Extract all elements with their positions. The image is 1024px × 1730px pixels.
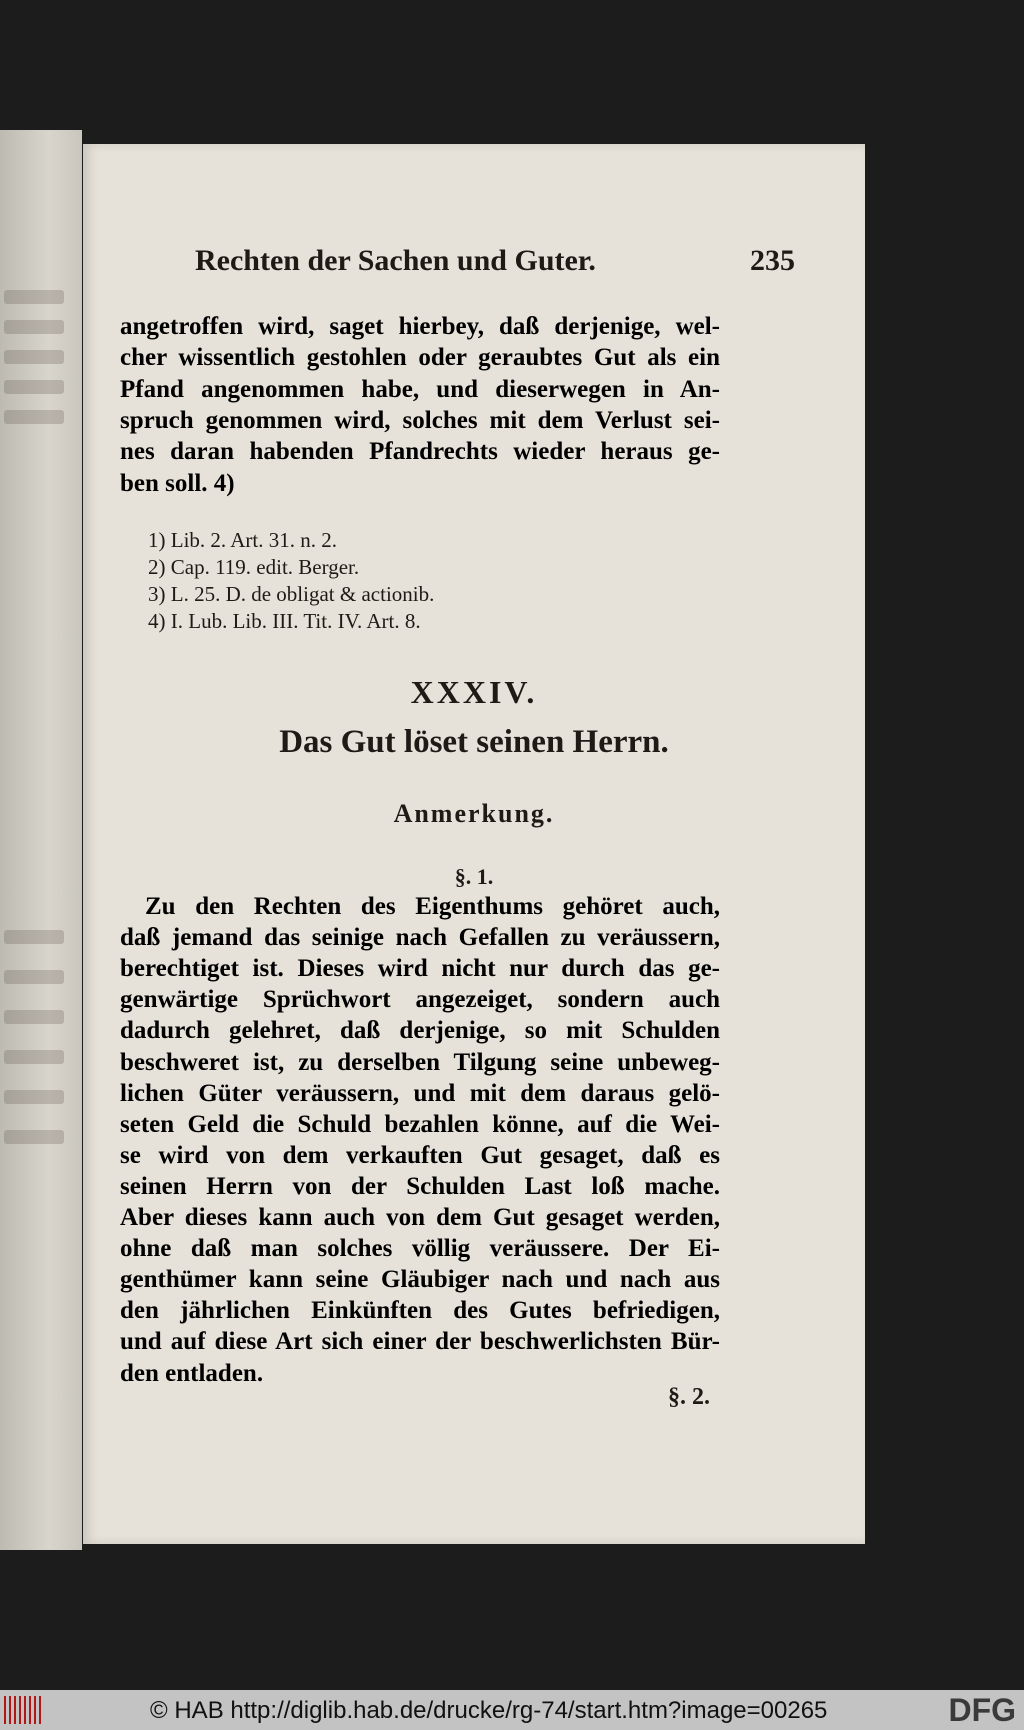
bleed-through-text xyxy=(4,320,64,334)
text-line: cher wissentlich gestohlen oder geraubtes Gut als ein xyxy=(120,344,720,372)
text-line: dadurch gelehret, daß derjenige, so mit Schulden xyxy=(120,1017,720,1045)
book-page xyxy=(83,144,865,1544)
text-line: und auf diese Art sich einer der beschwerlichsten Bür- xyxy=(120,1328,720,1356)
bleed-through-text xyxy=(4,1090,64,1104)
footnote: 1) Lib. 2. Art. 31. n. 2. xyxy=(148,528,337,552)
text-line: lichen Güter veräussern, und mit dem daraus gelö- xyxy=(120,1079,720,1107)
page-number: 235 xyxy=(750,244,795,277)
bleed-through-text xyxy=(4,1010,64,1024)
text-line: nes daran habenden Pfandrechts wieder heraus ge- xyxy=(120,438,720,466)
bleed-through-text xyxy=(4,930,64,944)
subheading: Anmerkung. xyxy=(393,799,555,828)
dfg-logo: DFG xyxy=(948,1692,1016,1728)
text-line: angetroffen wird, saget hierbey, daß derjenige, wel- xyxy=(120,313,720,340)
text-line: berechtiget ist. Dieses wird nicht nur durch das ge- xyxy=(120,955,720,983)
bleed-through-text xyxy=(4,380,64,394)
bleed-through-text xyxy=(4,1130,64,1144)
text-line: Pfand angenommen habe, und dieserwegen in An- xyxy=(120,375,720,403)
text-line: ben soll. 4) xyxy=(120,469,235,497)
text-line: ohne daß man solches völlig veräussere. Der Ei- xyxy=(120,1235,720,1263)
facing-page-edge xyxy=(0,130,82,1550)
chapter-title: Das Gut löset seinen Herrn. xyxy=(279,724,669,760)
footer-bar xyxy=(0,1690,1024,1730)
text-line: den jährlichen Einkünften des Gutes befriedigen, xyxy=(120,1297,720,1325)
catchword: §. 2. xyxy=(668,1384,710,1410)
footnote: 2) Cap. 119. edit. Berger. xyxy=(148,555,360,579)
text-line: Zu den Rechten des Eigenthums gehöret auch, xyxy=(145,893,720,920)
text-line: beschweret ist, zu derselben Tilgung seine unbeweg- xyxy=(120,1048,720,1076)
running-header xyxy=(195,244,795,278)
bleed-through-text xyxy=(4,410,64,424)
bleed-through-text xyxy=(4,350,64,364)
bleed-through-text xyxy=(4,1050,64,1064)
text-line: seten Geld die Schuld bezahlen könne, auf die Wei- xyxy=(120,1110,720,1138)
footnote: 4) I. Lub. Lib. III. Tit. IV. Art. 8. xyxy=(148,609,421,633)
bleed-through-text xyxy=(4,970,64,984)
bleed-through-text xyxy=(4,290,64,304)
hab-logo-icon xyxy=(4,1696,44,1724)
text-line: genwärtige Sprüchwort angezeiget, sondern auch xyxy=(120,986,720,1014)
text-line: Aber dieses kann auch von dem Gut gesaget werden, xyxy=(120,1204,720,1231)
text-line: genthümer kann seine Gläubiger nach und nach aus xyxy=(120,1266,720,1294)
section-mark: §. 1. xyxy=(454,864,494,889)
text-line: seinen Herrn von der Schulden Last loß mache. xyxy=(120,1172,720,1200)
text-line: den entladen. xyxy=(120,1359,264,1387)
running-title: Rechten der Sachen und Guter. xyxy=(195,244,596,277)
chapter-number: XXXIV. xyxy=(410,674,538,710)
text-line: daß jemand das seinige nach Gefallen zu veräussern, xyxy=(120,924,720,952)
text-line: se wird von dem verkauften Gut gesaget, daß es xyxy=(120,1141,720,1169)
text-line: spruch genommen wird, solches mit dem Verlust sei- xyxy=(120,406,720,434)
footnote: 3) L. 25. D. de obligat & actionib. xyxy=(148,582,435,606)
copyright-link[interactable]: © HAB http://diglib.hab.de/drucke/rg-74/start.htm?image=00265 xyxy=(150,1697,828,1724)
